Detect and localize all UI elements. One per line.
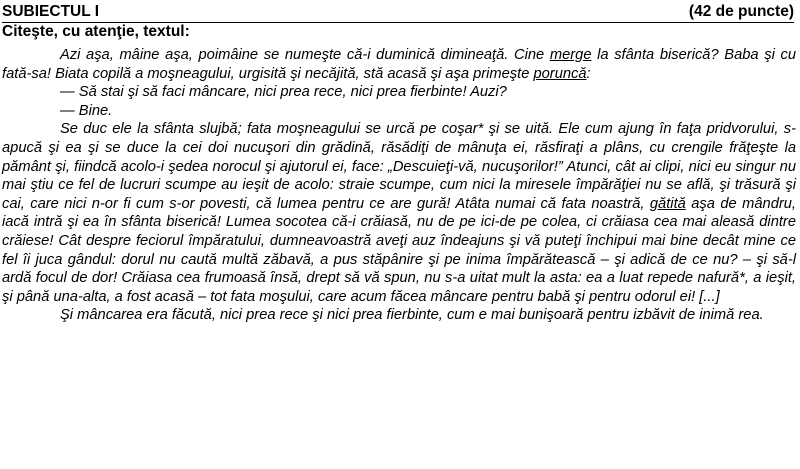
literary-text [2, 46, 796, 325]
underlined-word-porunca: poruncă [533, 65, 587, 82]
text-span: Azi aşa, mâine aşa, poimâine se numeşte că-i duminică dimineaţă. Cine [60, 47, 550, 63]
subject-title: SUBIECTUL I [2, 3, 100, 20]
text-span: Se duc ele la sfânta slujbă; fata moşneagului se urcă pe coşar* şi se uită. Ele cum ajung în faţa pridvorului, s-apucă şi ea şi se duce la cei doi nucuşori din grădină, răsădiţi de mânuţa ei, răsfiraţi a plâns, cu crengile frăţeşte la pământ şi, fiindcă acolo-i şedea norocul şi ajutorul ei, face: „Descuieţi-vă, nucuşorilor!” Atunci, cât ai clipi, nici eu singur nu mai ştiu ce fel de lucruri scumpe au ieşit de acolo: straie scumpe, cum nici la miresele împărăţiei nu se află, şi trăsură şi cai, care nici n-or fi cum s-or povesti, că lumea pentru ce are gură! Atâta numai că fata noastră, [2, 121, 796, 212]
instruction: Citeşte, cu atenţie, textul: [2, 23, 190, 40]
score-label: (42 de puncte) [688, 3, 794, 20]
paragraph-3: Şi mâncarea era făcută, nici prea rece şi nici prea fierbinte, cum e mai bunişoară pentru izbăvit de inimă rea. [60, 307, 764, 324]
underlined-word-gatita: gătită [649, 195, 686, 212]
dialogue-line-1: — Să stai şi să faci mâncare, nici prea rece, nici prea fierbinte! Auzi? [60, 84, 507, 101]
paragraph-1 [2, 46, 796, 83]
dialogue-line-2: — Bine. [60, 102, 113, 119]
text-span: aşa de mândru, iacă intră şi ea în sfânta biserică! Lumea socotea că-i crăiasă, nu de pe ici-de pe colea, ci crăiasa cea mai aleasă dintre crăiese! Cât despre feciorul împăratului, dumneavoastră aveţi auz îndeajuns şi vă puteţi închipui mai bine decât mine ce fel îi juca gândul: dorul nu caută multă zăbavă, a pus stăpânire şi pe inima împărătească – şi adică de ce nu? – şi să-l ardă focul de dor! Crăiasa cea frumoasă însă, drept să vă spun, nu s-a uitat mult la asta: ea a luat repede nafură*, a ieşit, şi până una-alta, a fost acasă – tot fata moşului, care acum făcea mâncare pentru babă şi pentru odorul ei! [...] [2, 195, 797, 305]
underlined-word-merge: merge [549, 47, 592, 63]
header [2, 2, 794, 23]
paragraph-2 [2, 120, 796, 306]
text-span: la sfânta biserică? Baba şi cu fată-sa! Biata copilă a moşneagului, urgisită şi necăjită, stă acasă şi aşa primeşte [2, 47, 796, 82]
text-span: : [586, 65, 591, 82]
